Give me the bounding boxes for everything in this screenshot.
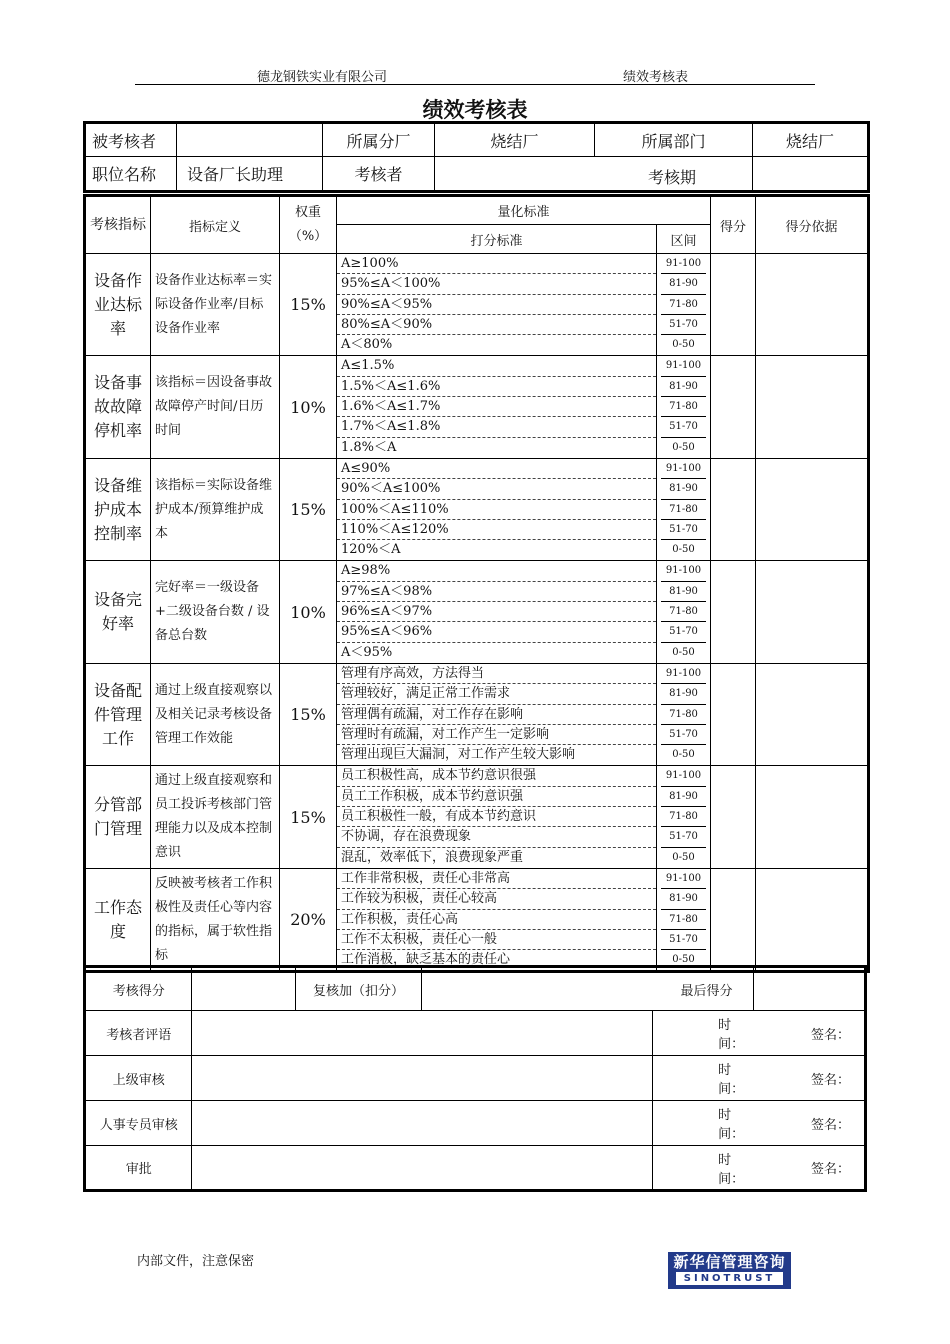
scoring-rule: 120%＜A bbox=[341, 542, 401, 558]
score-range: 51-70 bbox=[661, 622, 706, 642]
score-range: 71-80 bbox=[661, 807, 706, 827]
indicator-name: 设备事故故障停机率 bbox=[85, 356, 151, 458]
signoff-time bbox=[653, 1056, 753, 1101]
score-range: 71-80 bbox=[661, 705, 706, 725]
score-range: 51-70 bbox=[661, 315, 706, 335]
indicator-score-field[interactable] bbox=[711, 561, 756, 663]
scoring-rule: 工作非常积极，责任心非常高 bbox=[337, 869, 656, 889]
scoring-rule: A≤1.5% bbox=[337, 356, 656, 376]
indicator-table bbox=[83, 194, 870, 973]
dept-value: 烧结厂 bbox=[753, 123, 869, 157]
indicator-basis-field[interactable] bbox=[756, 356, 869, 458]
scoring-rule: 1.7%＜A≤1.8% bbox=[337, 417, 656, 437]
score-range: 51-70 bbox=[661, 725, 706, 745]
logo-cn: 新华信管理咨询 bbox=[673, 1253, 786, 1271]
scoring-rule: 1.6%＜A≤1.7% bbox=[337, 397, 656, 417]
indicator-basis-field[interactable] bbox=[756, 868, 869, 971]
scoring-rule: A≥100% bbox=[337, 254, 656, 274]
indicator-score-field[interactable] bbox=[711, 868, 756, 971]
indicator-score-field[interactable] bbox=[711, 356, 756, 458]
score-range: 81-90 bbox=[661, 684, 706, 704]
scoring-rules bbox=[337, 663, 657, 765]
score-range: 71-80 bbox=[661, 295, 706, 315]
signoff-label: 人事专员审核 bbox=[85, 1101, 192, 1146]
signoff-row bbox=[85, 1146, 866, 1191]
scoring-rule: 员工积极性一般，有成本节约意识 bbox=[337, 807, 656, 827]
signoff-sign bbox=[753, 1101, 865, 1146]
time-label: 时间： bbox=[718, 1108, 745, 1142]
indicator-definition: 通过上级直接观察和员工投诉考核部门管理能力以及成本控制意识 bbox=[151, 766, 280, 868]
score-range: 71-80 bbox=[661, 602, 706, 622]
indicator-score-field[interactable] bbox=[711, 458, 756, 560]
scoring-rule: A≥98% bbox=[337, 561, 656, 581]
indicator-weight: 15% bbox=[280, 663, 337, 765]
score-range: 71-80 bbox=[661, 500, 706, 520]
scoring-rule: 工作较为积极，责任心较高 bbox=[337, 889, 656, 909]
score-range: 91-100 bbox=[661, 869, 706, 889]
scoring-rules bbox=[337, 458, 657, 560]
scoring-rule: 80%≤A＜90% bbox=[337, 315, 656, 335]
score-range: 51-70 bbox=[661, 417, 706, 437]
sign-label: 签名： bbox=[810, 1162, 850, 1177]
header-rule bbox=[135, 84, 815, 85]
score-ranges bbox=[657, 254, 711, 356]
scoring-rule: 员工积极性高，成本节约意识很强 bbox=[337, 766, 656, 786]
indicator-definition: 该指标＝因设备事故故障停产时间/日历时间 bbox=[151, 356, 280, 458]
sign-label: 签名： bbox=[810, 1027, 850, 1043]
score-range: 51-70 bbox=[661, 827, 706, 847]
score-range: 81-90 bbox=[661, 377, 706, 397]
indicator-row bbox=[85, 868, 869, 971]
position-label: 职位名称 bbox=[85, 157, 177, 192]
score-range: 91-100 bbox=[661, 254, 706, 274]
indicator-row bbox=[85, 458, 869, 560]
indicator-row bbox=[85, 663, 869, 765]
col-definition: 指标定义 bbox=[151, 196, 280, 254]
indicator-weight: 10% bbox=[280, 561, 337, 663]
score-range: 0-50 bbox=[672, 749, 695, 761]
scoring-rule: 90%＜A≤100% bbox=[337, 479, 656, 499]
factory-value: 烧结厂 bbox=[435, 123, 595, 157]
score-ranges bbox=[657, 663, 711, 765]
scoring-rule: 1.5%＜A≤1.6% bbox=[337, 377, 656, 397]
scoring-rule: A＜80% bbox=[341, 337, 393, 353]
signoff-sign bbox=[753, 1056, 865, 1101]
score-ranges bbox=[657, 356, 711, 458]
signoff-label: 上级审核 bbox=[85, 1056, 192, 1101]
scoring-rule: 110%＜A≤120% bbox=[337, 520, 656, 540]
indicator-row bbox=[85, 254, 869, 356]
score-range: 51-70 bbox=[661, 520, 706, 540]
scoring-rule: 管理较好，满足正常工作需求 bbox=[337, 684, 656, 704]
score-range: 0-50 bbox=[672, 646, 695, 658]
indicator-name: 工作态度 bbox=[85, 868, 151, 971]
indicator-weight: 20% bbox=[280, 868, 337, 971]
indicator-weight: 15% bbox=[280, 766, 337, 868]
scoring-rules bbox=[337, 561, 657, 663]
indicator-basis-field[interactable] bbox=[756, 254, 869, 356]
final-field[interactable] bbox=[753, 967, 865, 1011]
period-label: 考核期 bbox=[648, 168, 697, 187]
position-value: 设备厂长助理 bbox=[177, 157, 323, 192]
indicator-definition: 完好率＝一级设备+二级设备台数 / 设备总台数 bbox=[151, 561, 280, 663]
info-table bbox=[83, 121, 870, 193]
indicator-basis-field[interactable] bbox=[756, 663, 869, 765]
examinee-label: 被考核者 bbox=[85, 123, 177, 157]
indicator-name: 分管部门管理 bbox=[85, 766, 151, 868]
score-label: 考核得分 bbox=[85, 967, 192, 1011]
scoring-rule: 工作消极，缺乏基本的责任心 bbox=[341, 952, 511, 968]
scoring-rule: 95%≤A＜100% bbox=[337, 274, 656, 294]
signoff-row bbox=[85, 1101, 866, 1146]
indicator-definition: 设备作业达标率＝实际设备作业率/目标设备作业率 bbox=[151, 254, 280, 356]
examiner-label: 考核者 bbox=[323, 157, 435, 192]
col-quant: 量化标准 bbox=[337, 196, 711, 225]
indicator-basis-field[interactable] bbox=[756, 458, 869, 560]
scoring-rules bbox=[337, 356, 657, 458]
footer-note: 内部文件，注意保密 bbox=[137, 1254, 255, 1269]
signoff-row bbox=[85, 1056, 866, 1101]
scoring-rule: A≤90% bbox=[337, 459, 656, 479]
examinee-field[interactable] bbox=[177, 123, 323, 157]
header-doc-name: 绩效考核表 bbox=[623, 70, 689, 85]
signoff-sign bbox=[753, 1011, 865, 1056]
indicator-score-field[interactable] bbox=[711, 766, 756, 868]
score-range: 0-50 bbox=[672, 851, 695, 863]
recheck-label: 复核加（扣分） bbox=[295, 967, 421, 1011]
score-range: 81-90 bbox=[661, 787, 706, 807]
dept-label: 所属部门 bbox=[595, 123, 753, 157]
scoring-rule: 混乱，效率低下，浪费现象严重 bbox=[341, 849, 524, 865]
score-range: 81-90 bbox=[661, 889, 706, 909]
indicator-basis-field[interactable] bbox=[756, 766, 869, 868]
score-range: 81-90 bbox=[661, 582, 706, 602]
score-ranges bbox=[657, 766, 711, 868]
time-label: 时间： bbox=[718, 1063, 745, 1097]
indicator-weight: 10% bbox=[280, 356, 337, 458]
col-basis: 得分依据 bbox=[756, 196, 869, 254]
indicator-definition: 反映被考核者工作积极性及责任心等内容的指标，属于软性指标 bbox=[151, 868, 280, 971]
score-range: 0-50 bbox=[672, 339, 695, 351]
indicator-basis-field[interactable] bbox=[756, 561, 869, 663]
score-ranges bbox=[657, 458, 711, 560]
scoring-rule: 工作不太积极，责任心一般 bbox=[337, 930, 656, 950]
indicator-row bbox=[85, 356, 869, 458]
score-range: 91-100 bbox=[661, 664, 706, 684]
score-field[interactable] bbox=[192, 967, 295, 1011]
score-range: 81-90 bbox=[661, 479, 706, 499]
score-range: 0-50 bbox=[672, 441, 695, 453]
sign-label: 签名： bbox=[810, 1072, 850, 1088]
score-ranges bbox=[657, 868, 711, 971]
scoring-rule: 管理出现巨大漏洞，对工作产生较大影响 bbox=[341, 747, 576, 763]
scoring-rule: 工作积极，责任心高 bbox=[337, 910, 656, 930]
scoring-rule: 96%≤A＜97% bbox=[337, 602, 656, 622]
score-range: 91-100 bbox=[661, 766, 706, 786]
score-range: 0-50 bbox=[672, 954, 695, 966]
indicator-row bbox=[85, 561, 869, 663]
factory-label: 所属分厂 bbox=[323, 123, 435, 157]
time-label: 时间： bbox=[718, 1018, 745, 1052]
period-field[interactable] bbox=[753, 157, 869, 192]
signoff-time bbox=[653, 1011, 753, 1056]
scoring-rule: 97%≤A＜98% bbox=[337, 582, 656, 602]
scoring-rule: 员工工作积极，成本节约意识强 bbox=[337, 787, 656, 807]
final-label: 最后得分 bbox=[680, 983, 733, 999]
logo-en: SINOTRUST bbox=[676, 1272, 783, 1285]
score-range: 91-100 bbox=[661, 356, 706, 376]
scoring-rules bbox=[337, 254, 657, 356]
signoff-time bbox=[653, 1101, 753, 1146]
score-range: 0-50 bbox=[672, 544, 695, 556]
sign-label: 签名： bbox=[810, 1117, 850, 1133]
signoff-label: 审批 bbox=[85, 1146, 192, 1191]
scoring-rules bbox=[337, 766, 657, 868]
indicator-row bbox=[85, 766, 869, 868]
scoring-rule: A＜95% bbox=[341, 644, 393, 660]
signoff-table bbox=[83, 965, 867, 1192]
page-title: 绩效考核表 bbox=[422, 97, 528, 122]
signoff-time bbox=[653, 1146, 753, 1191]
score-range: 91-100 bbox=[661, 459, 706, 479]
col-range: 区间 bbox=[657, 225, 711, 254]
final-label-cell bbox=[422, 967, 753, 1011]
scoring-rule: 管理时有疏漏，对工作产生一定影响 bbox=[337, 725, 656, 745]
indicator-definition: 通过上级直接观察以及相关记录考核设备管理工作效能 bbox=[151, 663, 280, 765]
score-range: 81-90 bbox=[661, 274, 706, 294]
col-score: 得分 bbox=[711, 196, 756, 254]
sinotrust-logo bbox=[668, 1252, 791, 1289]
scoring-rule: 95%≤A＜96% bbox=[337, 622, 656, 642]
indicator-name: 设备完好率 bbox=[85, 561, 151, 663]
scoring-rule: 1.8%＜A bbox=[341, 439, 397, 455]
indicator-name: 设备维护成本控制率 bbox=[85, 458, 151, 560]
score-range: 71-80 bbox=[661, 397, 706, 417]
score-ranges bbox=[657, 561, 711, 663]
col-weight: 权重（%） bbox=[280, 196, 337, 254]
signoff-comment-field[interactable] bbox=[192, 1146, 653, 1191]
indicator-name: 设备作业达标率 bbox=[85, 254, 151, 356]
examiner-field[interactable] bbox=[435, 157, 753, 192]
score-range: 51-70 bbox=[661, 930, 706, 950]
score-range: 91-100 bbox=[661, 561, 706, 581]
scoring-rule: 90%≤A＜95% bbox=[337, 295, 656, 315]
scoring-rules bbox=[337, 868, 657, 971]
scoring-rule: 管理有序高效，方法得当 bbox=[337, 664, 656, 684]
col-indicator: 考核指标 bbox=[85, 196, 151, 254]
score-range: 71-80 bbox=[661, 910, 706, 930]
signoff-sign bbox=[753, 1146, 865, 1191]
signoff-comment-field[interactable] bbox=[192, 1101, 653, 1146]
signoff-comment-field[interactable] bbox=[192, 1011, 653, 1056]
time-label: 时间： bbox=[718, 1152, 745, 1187]
indicator-weight: 15% bbox=[280, 254, 337, 356]
scoring-rule: 100%＜A≤110% bbox=[337, 500, 656, 520]
signoff-label: 考核者评语 bbox=[85, 1011, 192, 1056]
col-scoring: 打分标准 bbox=[337, 225, 657, 254]
indicator-name: 设备配件管理工作 bbox=[85, 663, 151, 765]
scoring-rule: 管理偶有疏漏，对工作存在影响 bbox=[337, 705, 656, 725]
header-company: 德龙钢铁实业有限公司 bbox=[257, 70, 388, 85]
indicator-score-field[interactable] bbox=[711, 663, 756, 765]
signoff-row bbox=[85, 1011, 866, 1056]
indicator-definition: 该指标＝实际设备维护成本/预算维护成本 bbox=[151, 458, 280, 560]
indicator-weight: 15% bbox=[280, 458, 337, 560]
signoff-comment-field[interactable] bbox=[192, 1056, 653, 1101]
scoring-rule: 不协调，存在浪费现象 bbox=[337, 827, 656, 847]
indicator-score-field[interactable] bbox=[711, 254, 756, 356]
